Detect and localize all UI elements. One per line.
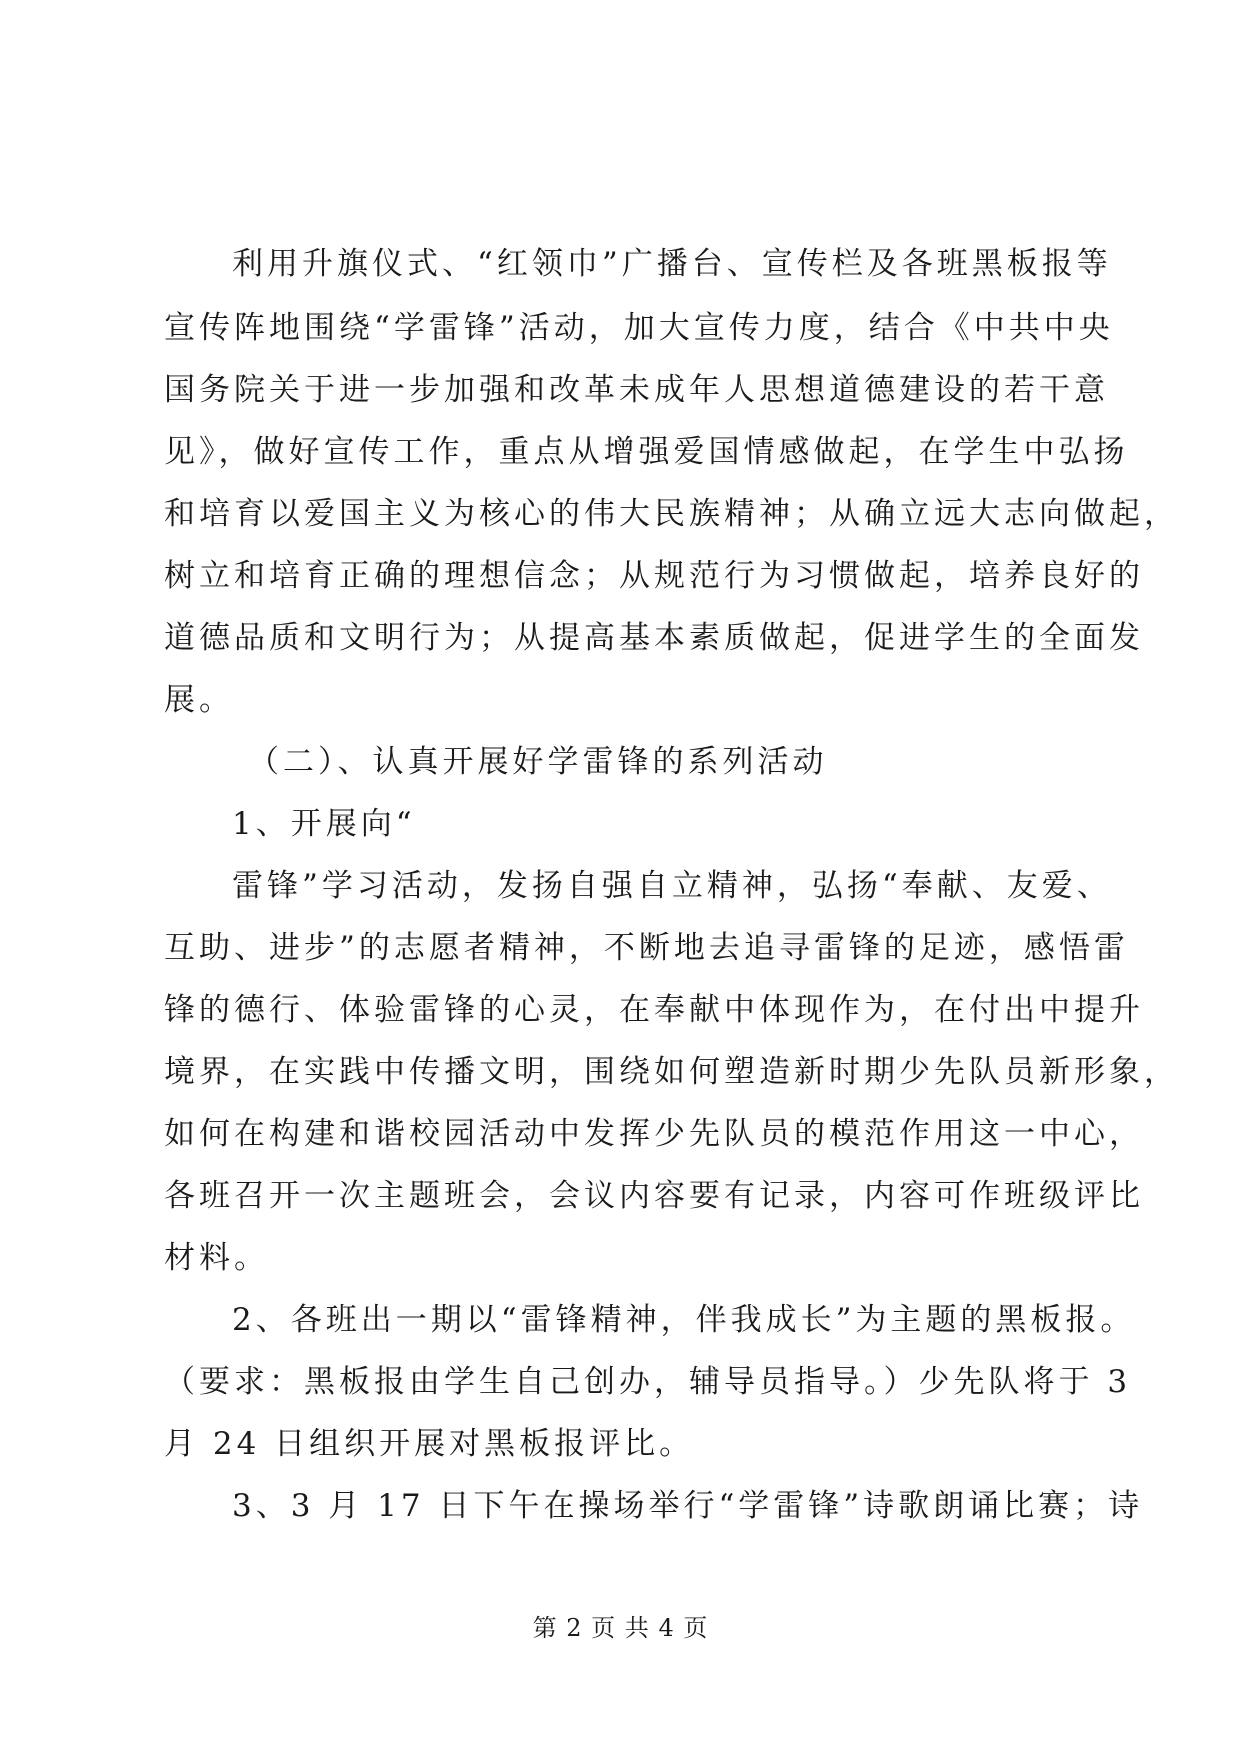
paragraph-line: 各班召开一次主题班会，会议内容要有记录，内容可作班级评比 — [164, 1178, 1144, 1214]
list-item: 2、各班出一期以“雷锋精神，伴我成长”为主题的黑板报。 — [232, 1302, 1136, 1338]
list-item: 3、3 月 17 日下午在操场举行“学雷锋”诗歌朗诵比赛；诗 — [232, 1488, 1144, 1524]
paragraph-line: 树立和培育正确的理想信念；从规范行为习惯做起，培养良好的 — [164, 558, 1144, 594]
paragraph-line: 月 24 日组织开展对黑板报评比。 — [164, 1426, 695, 1462]
page-footer: 第 2 页 共 4 页 — [532, 1614, 709, 1642]
paragraph-line: 境界，在实践中传播文明，围绕如何塑造新时期少先队员新形象， — [164, 1054, 1179, 1090]
paragraph-line: 如何在构建和谐校园活动中发挥少先队员的模范作用这一中心， — [164, 1116, 1144, 1152]
paragraph-line: 利用升旗仪式、“红领巾”广播台、宣传栏及各班黑板报等 — [232, 246, 1112, 282]
paragraph-line: 展。 — [164, 682, 234, 718]
list-item-heading: 1、开展向“ — [232, 806, 416, 842]
paragraph-line: 道德品质和文明行为；从提高基本素质做起，促进学生的全面发 — [164, 620, 1144, 656]
section-heading: （二）、认真开展好学雷锋的系列活动 — [248, 744, 828, 780]
paragraph-line: 和培育以爱国主义为核心的伟大民族精神；从确立远大志向做起， — [164, 496, 1179, 532]
paragraph-line: （要求：黑板报由学生自己创办，辅导员指导。）少先队将于 3 — [164, 1364, 1132, 1400]
document-body — [164, 232, 1179, 1537]
paragraph-line: 国务院关于进一步加强和改革未成年人思想道德建设的若干意 — [164, 372, 1109, 408]
paragraph-line: 互助、进步”的志愿者精神，不断地去追寻雷锋的足迹，感悟雷 — [164, 930, 1129, 966]
paragraph-line: 锋的德行、体验雷锋的心灵，在奉献中体现作为，在付出中提升 — [164, 992, 1144, 1028]
paragraph-line: 宣传阵地围绕“学雷锋”活动，加大宣传力度，结合《中共中央 — [164, 310, 1114, 346]
paragraph-line: 雷锋”学习活动，发扬自强自立精神，弘扬“奉献、友爱、 — [232, 868, 1112, 904]
paragraph-line: 见》，做好宣传工作，重点从增强爱国情感做起，在学生中弘扬 — [164, 434, 1129, 470]
paragraph-line: 材料。 — [164, 1240, 269, 1276]
